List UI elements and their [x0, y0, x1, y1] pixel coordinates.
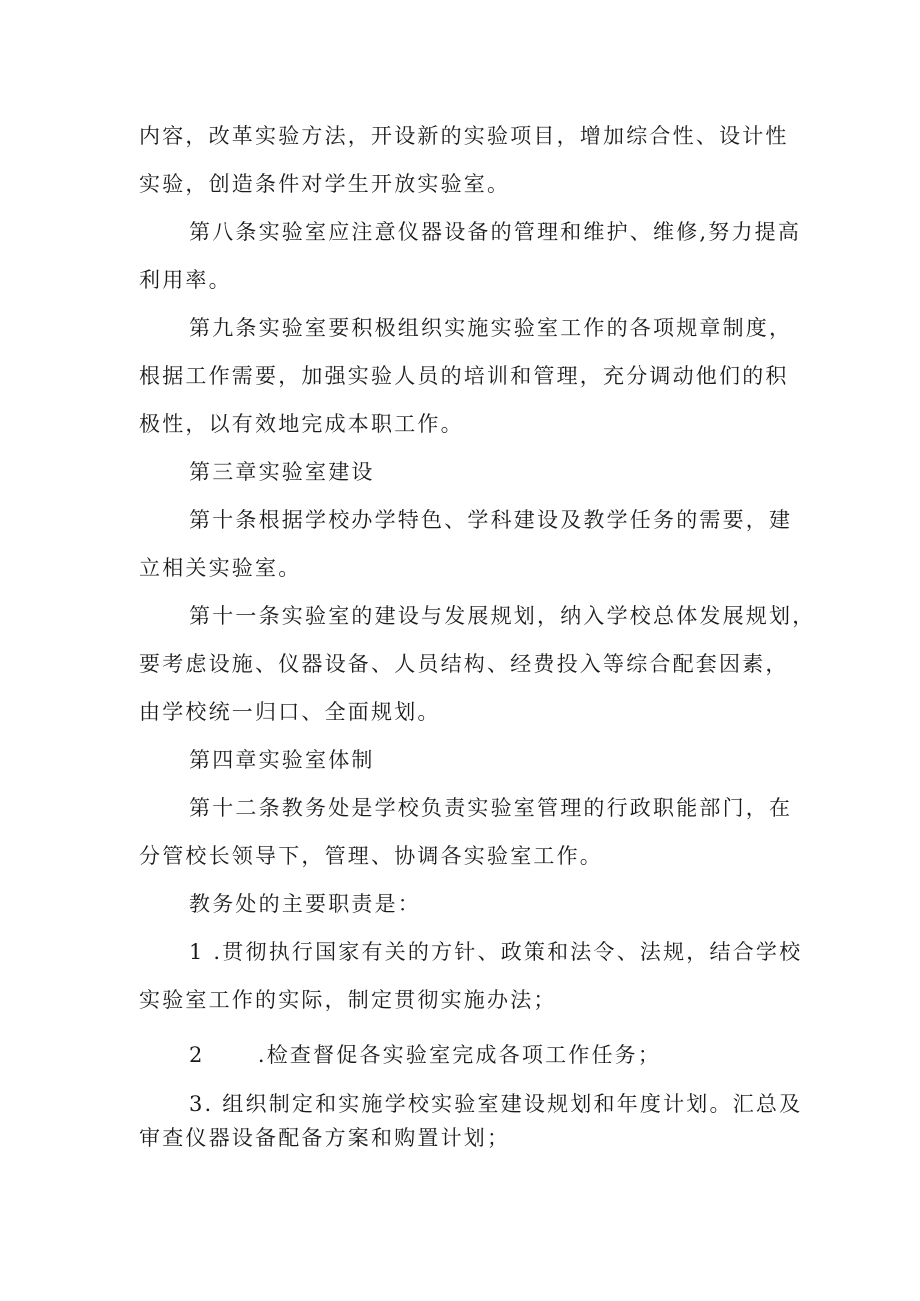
- text-line: 审查仪器设备配备方案和购置计划；: [139, 1126, 511, 1150]
- text-line: 由学校统一归口、全面规划。: [139, 700, 441, 724]
- text-line: 实验室工作的实际，制定贯彻实施办法；: [139, 988, 557, 1012]
- list-item: 3. 组织制定和实施学校实验室建设规划和年度计划。汇总及: [189, 1092, 803, 1116]
- text-line: 要考虑设施、仪器设备、人员结构、经费投入等综合配套因素，: [139, 652, 789, 676]
- text-line: 第九条实验室要积极组织实施实验室工作的各项规章制度，: [189, 316, 793, 340]
- text-line: 第十条根据学校办学特色、学科建设及教学任务的需要，建: [189, 508, 793, 532]
- text-line: 极性，以有效地完成本职工作。: [139, 412, 464, 436]
- text-line: 第十一条实验室的建设与发展规划，纳入学校总体发展规划，: [189, 604, 816, 628]
- text-line: 利用率。: [139, 268, 232, 292]
- text-line: 实验，创造条件对学生开放实验室。: [139, 172, 511, 196]
- text-line: 立相关实验室。: [139, 556, 302, 580]
- text-line: 第十二条教务处是学校负责实验室管理的行政职能部门，在: [189, 796, 793, 820]
- text-line: 根据工作需要，加强实验人员的培训和管理，充分调动他们的积: [139, 364, 789, 388]
- list-item: 1 .贯彻执行国家有关的方针、政策和法令、法规，结合学校: [189, 940, 803, 964]
- chapter-heading: 第四章实验室体制: [189, 748, 375, 772]
- text-line: 内容，改革实验方法，开设新的实验项目，增加综合性、设计性: [139, 124, 789, 148]
- list-item: 2 .检查督促各实验室完成各项工作任务；: [189, 1043, 662, 1067]
- text-line: 分管校长领导下，管理、协调各实验室工作。: [139, 844, 603, 868]
- chapter-heading: 第三章实验室建设: [189, 460, 375, 484]
- text-line: 第八条实验室应注意仪器设备的管理和维护、维修,努力提高: [189, 220, 802, 244]
- text-line: 教务处的主要职责是：: [189, 892, 421, 916]
